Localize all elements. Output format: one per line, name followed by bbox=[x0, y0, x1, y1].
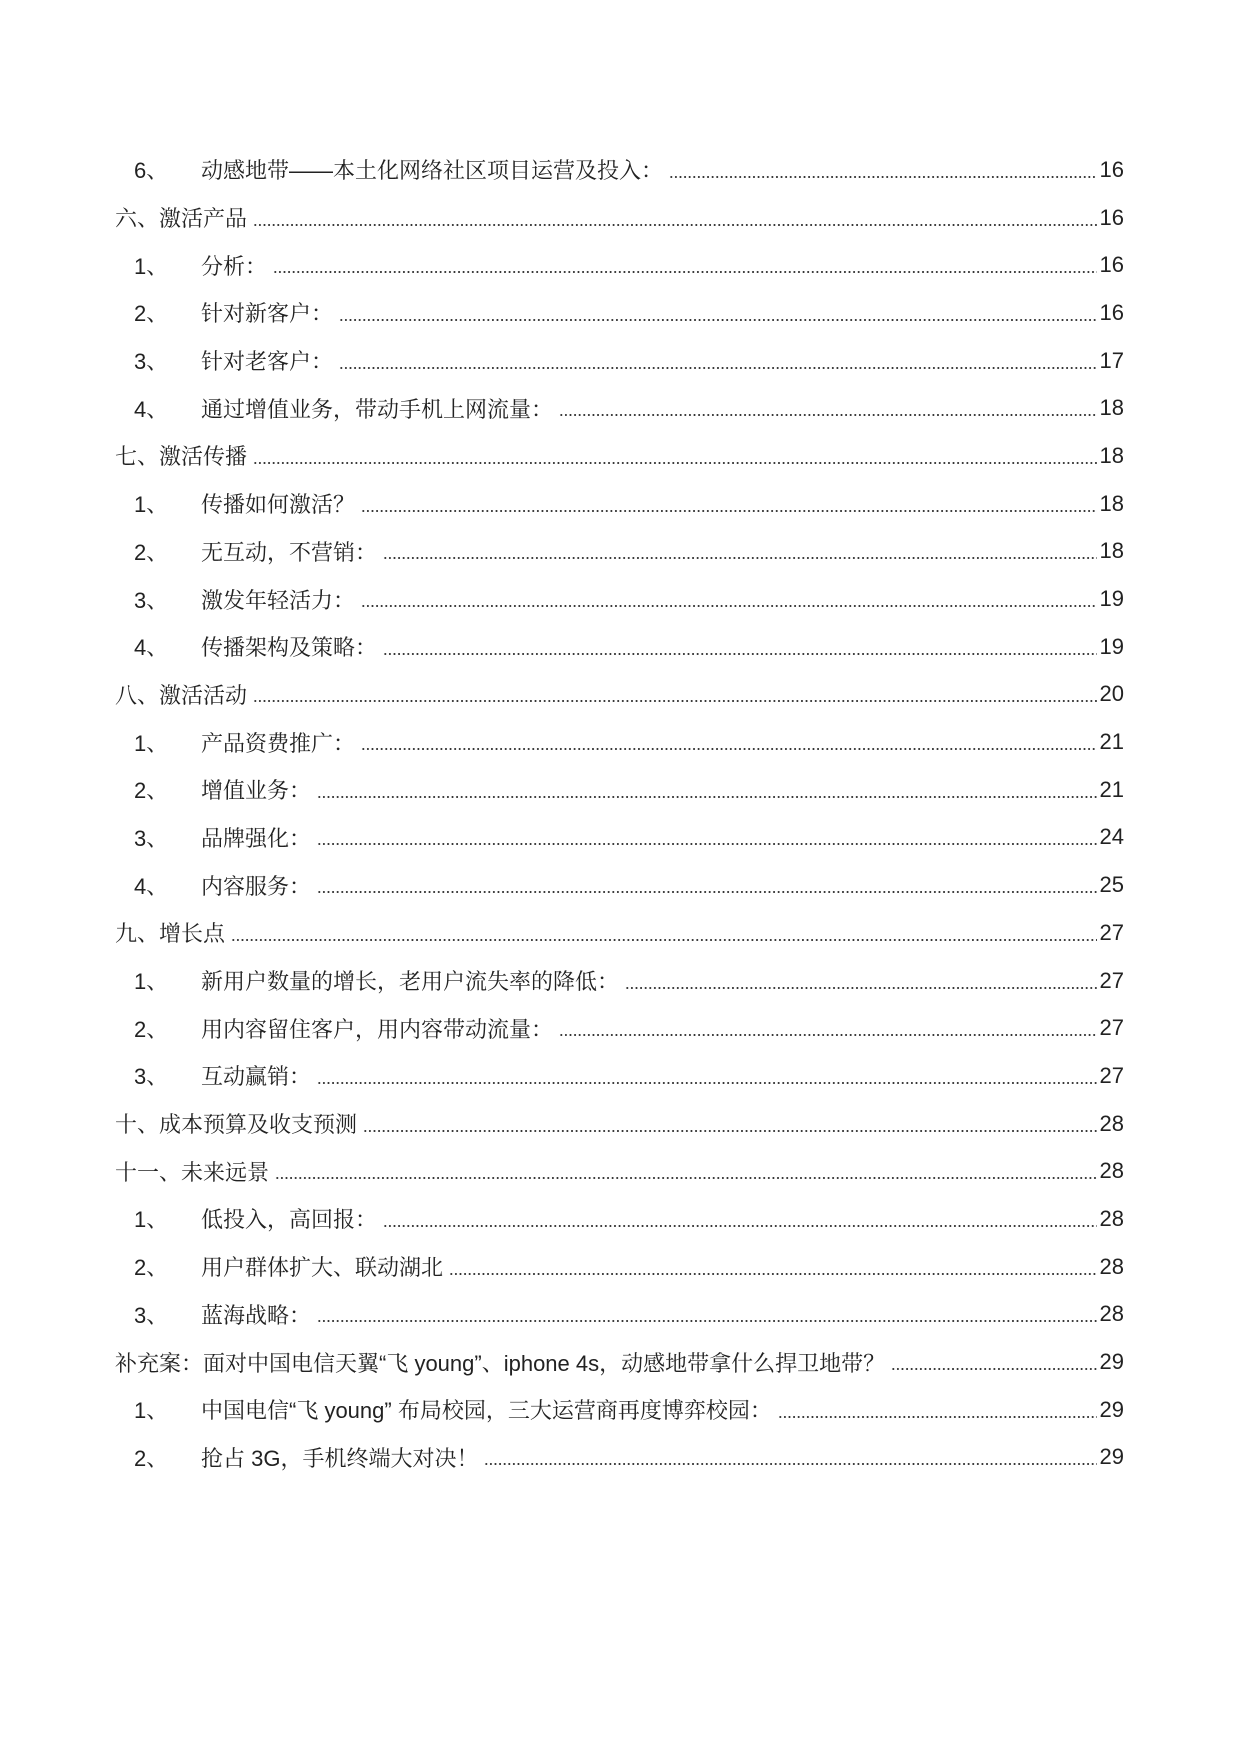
dot-leader bbox=[253, 462, 1097, 464]
toc-entry-page: 18 bbox=[1099, 395, 1124, 421]
dot-leader bbox=[253, 224, 1097, 226]
toc-entry-number: 6、 bbox=[134, 158, 169, 184]
toc-section-entry bbox=[0, 671, 1241, 719]
toc-entry-page: 16 bbox=[1099, 156, 1124, 182]
toc-entry-number: 2、 bbox=[134, 301, 169, 327]
toc-entry-number: 2、 bbox=[134, 539, 169, 565]
toc-entry-page: 24 bbox=[1099, 824, 1124, 850]
toc-entry-page: 16 bbox=[1099, 204, 1124, 230]
toc-entry-title: 内容服务： bbox=[201, 873, 312, 899]
toc-entry-number: 3、 bbox=[134, 1302, 169, 1328]
dot-leader bbox=[383, 1225, 1097, 1227]
toc-entry bbox=[0, 957, 1241, 1005]
toc-entry-title: 动感地带——本土化网络社区项目运营及投入： bbox=[201, 158, 664, 184]
toc-entry-page: 28 bbox=[1099, 1158, 1124, 1184]
toc-entry bbox=[0, 146, 1241, 194]
dot-leader bbox=[449, 1273, 1097, 1275]
toc-entry-title: 增值业务： bbox=[201, 778, 312, 804]
toc-section-title: 十一、未来远景 bbox=[115, 1159, 270, 1185]
toc-entry-number: 2、 bbox=[134, 1016, 169, 1042]
table-of-contents bbox=[0, 146, 1241, 1481]
toc-entry bbox=[0, 718, 1241, 766]
toc-entry-page: 18 bbox=[1099, 442, 1124, 468]
toc-entry-number: 4、 bbox=[134, 635, 169, 661]
toc-entry-page: 29 bbox=[1099, 1396, 1124, 1422]
toc-entry-page: 27 bbox=[1099, 919, 1124, 945]
toc-entry-page: 29 bbox=[1099, 1444, 1124, 1470]
toc-entry-title: 新用户数量的增长，老用户流失率的降低： bbox=[201, 969, 620, 995]
toc-entry-page: 18 bbox=[1099, 538, 1124, 564]
toc-section-title: 补充案：面对中国电信天翼“飞 young”、iphone 4s，动感地带拿什么捍卫地带？ bbox=[115, 1350, 886, 1376]
toc-section-entry bbox=[0, 1338, 1241, 1386]
toc-section-title: 八、激活活动 bbox=[115, 682, 248, 708]
toc-entry-number: 1、 bbox=[134, 1207, 169, 1233]
toc-entry-title: 中国电信“飞 young” 布局校园，三大运营商再度博弈校园： bbox=[201, 1398, 772, 1424]
toc-entry bbox=[0, 1052, 1241, 1100]
dot-leader bbox=[339, 319, 1097, 321]
toc-entry bbox=[0, 861, 1241, 909]
dot-leader bbox=[317, 843, 1097, 845]
toc-entry bbox=[0, 814, 1241, 862]
toc-entry-title: 用户群体扩大、联动湖北 bbox=[201, 1255, 444, 1281]
toc-entry-title: 用内容留住客户，用内容带动流量： bbox=[201, 1016, 554, 1042]
toc-entry-page: 29 bbox=[1099, 1349, 1124, 1375]
toc-entry-page: 28 bbox=[1099, 1253, 1124, 1279]
toc-entry-number: 1、 bbox=[134, 253, 169, 279]
dot-leader bbox=[363, 1130, 1097, 1132]
toc-entry-number: 2、 bbox=[134, 1255, 169, 1281]
toc-entry-page: 20 bbox=[1099, 681, 1124, 707]
dot-leader bbox=[339, 367, 1097, 369]
dot-leader bbox=[275, 1177, 1097, 1179]
toc-entry bbox=[0, 575, 1241, 623]
toc-entry bbox=[0, 384, 1241, 432]
toc-entry-number: 2、 bbox=[134, 1445, 169, 1471]
toc-section-entry bbox=[0, 909, 1241, 957]
toc-entry-title: 传播架构及策略： bbox=[201, 635, 378, 661]
toc-entry-page: 28 bbox=[1099, 1205, 1124, 1231]
toc-entry-page: 28 bbox=[1099, 1110, 1124, 1136]
toc-entry-title: 品牌强化： bbox=[201, 825, 312, 851]
toc-entry-page: 19 bbox=[1099, 633, 1124, 659]
toc-entry bbox=[0, 1243, 1241, 1291]
dot-leader bbox=[669, 176, 1097, 178]
dot-leader bbox=[253, 700, 1097, 702]
dot-leader bbox=[625, 987, 1097, 989]
dot-leader bbox=[361, 510, 1097, 512]
toc-section-entry bbox=[0, 1147, 1241, 1195]
toc-entry-number: 2、 bbox=[134, 778, 169, 804]
toc-entry-page: 27 bbox=[1099, 1062, 1124, 1088]
dot-leader bbox=[559, 1034, 1097, 1036]
toc-entry-page: 19 bbox=[1099, 586, 1124, 612]
toc-entry bbox=[0, 1434, 1241, 1482]
dot-leader bbox=[231, 939, 1097, 941]
toc-entry-number: 1、 bbox=[134, 492, 169, 518]
toc-entry-page: 25 bbox=[1099, 872, 1124, 898]
toc-section-entry bbox=[0, 1100, 1241, 1148]
toc-section-title: 九、增长点 bbox=[115, 921, 226, 947]
toc-section-title: 七、激活传播 bbox=[115, 444, 248, 470]
toc-entry-page: 27 bbox=[1099, 1015, 1124, 1041]
toc-entry bbox=[0, 528, 1241, 576]
dot-leader bbox=[383, 653, 1097, 655]
toc-entry-number: 4、 bbox=[134, 396, 169, 422]
toc-entry-title: 激发年轻活力： bbox=[201, 587, 356, 613]
toc-entry-page: 18 bbox=[1099, 490, 1124, 516]
toc-entry bbox=[0, 623, 1241, 671]
toc-entry-page: 21 bbox=[1099, 776, 1124, 802]
toc-entry-title: 通过增值业务，带动手机上网流量： bbox=[201, 396, 554, 422]
toc-section-title: 六、激活产品 bbox=[115, 206, 248, 232]
toc-entry-number: 3、 bbox=[134, 349, 169, 375]
dot-leader bbox=[383, 557, 1097, 559]
toc-entry-number: 4、 bbox=[134, 873, 169, 899]
toc-entry bbox=[0, 337, 1241, 385]
toc-entry-title: 产品资费推广： bbox=[201, 730, 356, 756]
toc-section-entry bbox=[0, 432, 1241, 480]
toc-entry bbox=[0, 480, 1241, 528]
dot-leader bbox=[317, 1082, 1097, 1084]
dot-leader bbox=[273, 271, 1097, 273]
toc-entry-title: 无互动，不营销： bbox=[201, 539, 378, 565]
dot-leader bbox=[484, 1463, 1096, 1465]
toc-entry-title: 蓝海战略： bbox=[201, 1302, 312, 1328]
toc-entry-number: 3、 bbox=[134, 825, 169, 851]
toc-entry-title: 针对老客户： bbox=[201, 349, 334, 375]
toc-entry-page: 27 bbox=[1099, 967, 1124, 993]
dot-leader bbox=[361, 605, 1097, 607]
toc-entry bbox=[0, 289, 1241, 337]
dot-leader bbox=[559, 414, 1097, 416]
toc-entry-title: 低投入，高回报： bbox=[201, 1207, 378, 1233]
dot-leader bbox=[317, 796, 1097, 798]
toc-entry bbox=[0, 1195, 1241, 1243]
toc-entry bbox=[0, 1004, 1241, 1052]
toc-entry bbox=[0, 766, 1241, 814]
toc-entry-number: 1、 bbox=[134, 730, 169, 756]
toc-entry-title: 抢占 3G，手机终端大对决！ bbox=[201, 1445, 479, 1471]
toc-entry-number: 3、 bbox=[134, 1064, 169, 1090]
dot-leader bbox=[361, 748, 1097, 750]
toc-entry bbox=[0, 241, 1241, 289]
dot-leader bbox=[778, 1416, 1097, 1418]
dot-leader bbox=[317, 891, 1097, 893]
toc-entry-page: 16 bbox=[1099, 299, 1124, 325]
toc-entry-title: 针对新客户： bbox=[201, 301, 334, 327]
toc-entry-number: 3、 bbox=[134, 587, 169, 613]
toc-entry bbox=[0, 1291, 1241, 1339]
toc-entry bbox=[0, 1386, 1241, 1434]
toc-entry-number: 1、 bbox=[134, 969, 169, 995]
toc-section-entry bbox=[0, 194, 1241, 242]
toc-entry-page: 16 bbox=[1099, 252, 1124, 278]
toc-entry-title: 传播如何激活？ bbox=[201, 492, 356, 518]
toc-entry-title: 互动赢销： bbox=[201, 1064, 312, 1090]
dot-leader bbox=[891, 1368, 1096, 1370]
toc-entry-number: 1、 bbox=[134, 1398, 169, 1424]
toc-entry-title: 分析： bbox=[201, 253, 268, 279]
dot-leader bbox=[317, 1320, 1097, 1322]
toc-entry-page: 21 bbox=[1099, 729, 1124, 755]
toc-section-title: 十、成本预算及收支预测 bbox=[115, 1112, 358, 1138]
toc-entry-page: 17 bbox=[1099, 347, 1124, 373]
toc-entry-page: 28 bbox=[1099, 1301, 1124, 1327]
